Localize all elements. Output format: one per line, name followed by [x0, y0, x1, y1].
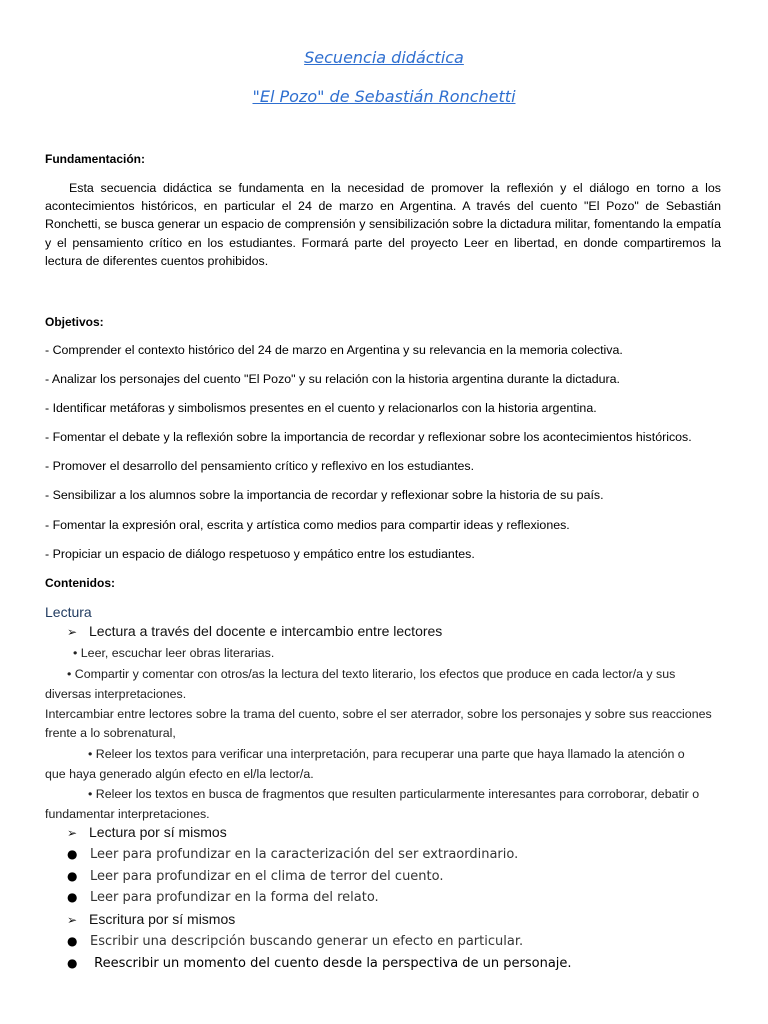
lectura-line: Intercambiar entre lectores sobre la trama del cuento, sobre el ser aterrador, sobre los personajes y sobre sus reacciones — [45, 707, 712, 721]
bullet-dot-icon: ● — [67, 869, 78, 883]
bullet-item — [67, 934, 523, 949]
document-title: Secuencia didáctica — [304, 48, 464, 67]
bullet-dot-icon: ● — [67, 890, 78, 904]
objetivo-item: - Fomentar la expresión oral, escrita y artística como medios para compartir ideas y reflexiones. — [45, 518, 570, 532]
objetivo-item: - Promover el desarrollo del pensamiento crítico y reflexivo en los estudiantes. — [45, 459, 475, 473]
fundamentacion-heading: Fundamentación: — [45, 152, 146, 166]
subsection-lectura-docente — [67, 623, 442, 639]
lectura-heading: Lectura — [45, 604, 92, 620]
bullet-text: Escribir una descripción buscando generar un efecto en particular. — [90, 934, 524, 949]
subsection-label: Lectura por sí mismos — [89, 824, 227, 840]
lectura-line: diversas interpretaciones. — [45, 687, 187, 701]
document-subtitle: "El Pozo" de Sebastián Ronchetti — [252, 87, 516, 106]
arrow-bullet-icon: ➢ — [67, 625, 78, 639]
subsection-lectura-si-mismos — [67, 824, 227, 840]
objetivo-item: - Comprender el contexto histórico del 24 de marzo en Argentina y su relevancia en la memoria colectiva. — [45, 343, 623, 357]
arrow-bullet-icon: ➢ — [67, 913, 78, 927]
subsection-label: Lectura a través del docente e intercambio entre lectores — [89, 623, 443, 639]
bullet-item — [67, 956, 572, 971]
objetivo-item: - Fomentar el debate y la reflexión sobre la importancia de recordar y reflexionar sobre los acontecimientos históricos. — [45, 430, 692, 444]
subsection-escritura-si-mismos — [67, 911, 235, 927]
objetivo-item: - Propiciar un espacio de diálogo respetuoso y empático entre los estudiantes. — [45, 547, 475, 561]
bullet-dot-icon: ● — [67, 847, 78, 861]
bullet-text: Reescribir un momento del cuento desde la perspectiva de un personaje. — [90, 956, 572, 971]
lectura-line: frente a lo sobrenatural, — [45, 726, 176, 740]
lectura-line: • Releer los textos para verificar una interpretación, para recuperar una parte que haya llamado la atención o — [88, 747, 685, 761]
objetivo-item: - Identificar metáforas y simbolismos presentes en el cuento y relacionarlos con la historia argentina. — [45, 401, 597, 415]
bullet-text: Leer para profundizar en la forma del relato. — [90, 890, 379, 905]
bullet-dot-icon: ● — [67, 956, 78, 970]
arrow-bullet-icon: ➢ — [67, 826, 78, 840]
lectura-line: • Releer los textos en busca de fragmentos que resulten particularmente interesantes para corroborar, debatir o — [88, 787, 700, 801]
subsection-label: Escritura por sí mismos — [89, 911, 236, 927]
lectura-line: • Compartir y comentar con otros/as la lectura del texto literario, los efectos que produce en cada lector/a y sus — [67, 667, 676, 681]
bullet-text: Leer para profundizar en el clima de terror del cuento. — [90, 869, 444, 884]
bullet-text: Leer para profundizar en la caracterización del ser extraordinario. — [90, 847, 519, 862]
bullet-item — [67, 869, 444, 884]
bullet-dot-icon: ● — [67, 934, 78, 948]
bullet-item — [67, 847, 518, 862]
objetivos-heading: Objetivos: — [45, 315, 104, 329]
objetivo-item: - Sensibilizar a los alumnos sobre la importancia de recordar y reflexionar sobre la historia de su país. — [45, 488, 604, 502]
bullet-item — [67, 890, 379, 905]
lectura-line: que haya generado algún efecto en el/la lector/a. — [45, 767, 314, 781]
fundamentacion-paragraph: Esta secuencia didáctica se fundamenta en la necesidad de promover la reflexión y el diálogo en torno a los acontecimientos históricos, en particular el 24 de marzo en Argentina. A través del cuento "El Pozo" de Sebastián Ronchetti, se busca generar un espacio de comprensión y sensibilización sobre la dictadura militar, fomentando la empatía y el pensamiento crítico en los estudiantes. Formará parte del proyecto Leer en libertad, en donde compartiremos la lectura de diferentes cuentos prohibidos. — [45, 181, 721, 268]
lectura-line: fundamentar interpretaciones. — [45, 807, 210, 821]
lectura-line: • Leer, escuchar leer obras literarias. — [73, 646, 275, 660]
contenidos-heading: Contenidos: — [45, 576, 115, 590]
objetivo-item: - Analizar los personajes del cuento "El Pozo" y su relación con la historia argentina durante la dictadura. — [45, 372, 620, 386]
